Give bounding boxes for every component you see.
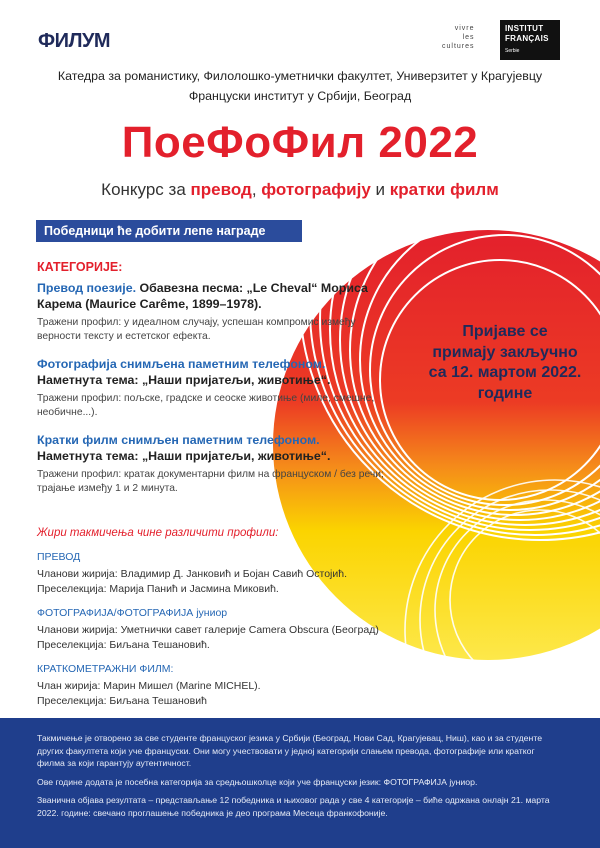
jury-photography: ФОТОГРАФИЈА/ФОТОГРАФИЈА јуниор Чланови жирија: Уметнички савет галерије Camera Obscura (Београд) Преселекција: Биљана Тешановић. [37,607,379,651]
footer-paragraph-1: Такмичење је отворено за све студенте француског језика у Србији (Београд, Нови Сад, Крагујевац, Ниш), као и за студенте других факултета који уче француски. Они могу учествовати у једној категорији слањем превода, фотографије или кратког филма за који гарантују аутентичност. [37,733,543,768]
prizes-banner: Победници ће добити лепе награде [36,220,302,242]
deadline-notice: Пријаве се примају закључно са 12. мартом 2022. године [428,323,582,402]
vivre-les-cultures-logo: vivre les cultures [442,25,475,50]
jury-heading: Жири такмичења чине различити профили: [37,527,279,539]
category-poetry-desc: Тражени профил: у идеалном случају, успешан компромис између верности тексту и естетског ефекта. [37,317,356,342]
institut-francais-logo: INSTITUT FRANÇAIS Serbie [500,20,560,60]
categories-heading: КАТЕГОРИЈЕ: [37,260,123,274]
jury-section [37,527,397,719]
institutions [0,66,600,106]
header-logos [0,20,600,60]
footer-paragraph-3: Званична објава резултата – представљање 12 победника и њиховог рада у све 4 категорије – биће одржана онлајн 21. марта 2022. године: свечано проглашење победника је део програма Месеца франкофоније. [37,795,550,818]
category-photo-desc: Тражени профил: пољске, градске и сеоске животиње (миле, смешне, необичне...). [37,393,375,418]
footer-info [0,718,600,848]
category-poetry: Превод поезије. Обавезна песма: „Le Cheval“ Мориса Карема (Maurice Carême, 1899–1978). Тражени профил: у идеалном случају, успешан компромис између верности тексту и естетског ефекта. [37,280,397,344]
institution-line-2: Француски институт у Србији, Београд [188,89,412,103]
categories-section [37,260,397,508]
jury-translation: ПРЕВОД Чланови жирија: Владимир Д. Јанковић и Бојан Савић Остојић. Преселекција: Марија Панић и Јасмина Миковић. [37,551,347,595]
page-title: ПоеФоФил 2022 [121,118,479,167]
category-film: Кратки филм снимљен паметним телефоном. Наметнута тема: „Наши пријатељи, животиње“. Тражени профил: кратак документарни филм на француском / без речи; трајање између 1 и 2 минута. [37,432,397,496]
category-photo: Фотографија снимљена паметним телефоном. Наметнута тема: „Наши пријатељи, животиње“. Тражени профил: пољске, градске и сеоске животиње (миле, смешне, необичне...). [37,356,397,420]
filum-logo: ФИЛУМ [38,30,111,52]
category-film-desc: Тражени профил: кратак документарни филм на француском / без речи; трајање између 1 и 2 минута. [37,469,384,494]
institution-line-1: Катедра за романистику, Филолошко-уметнички факултет, Универзитет у Крагујевцу [57,69,543,83]
footer-paragraph-2: Ове године додата је посебна категорија за средњошколце који уче француски језик: ФОТОГРАФИЈА јуниор. [37,776,478,787]
subtitle: Конкурс за превод, фотографију и кратки филм [101,180,499,199]
jury-shortfilm: КРАТКОМЕТРАЖНИ ФИЛМ: Члан жирија: Марин Мишел (Marine MICHEL). Преселекција: Биљана Тешановић [37,663,261,707]
